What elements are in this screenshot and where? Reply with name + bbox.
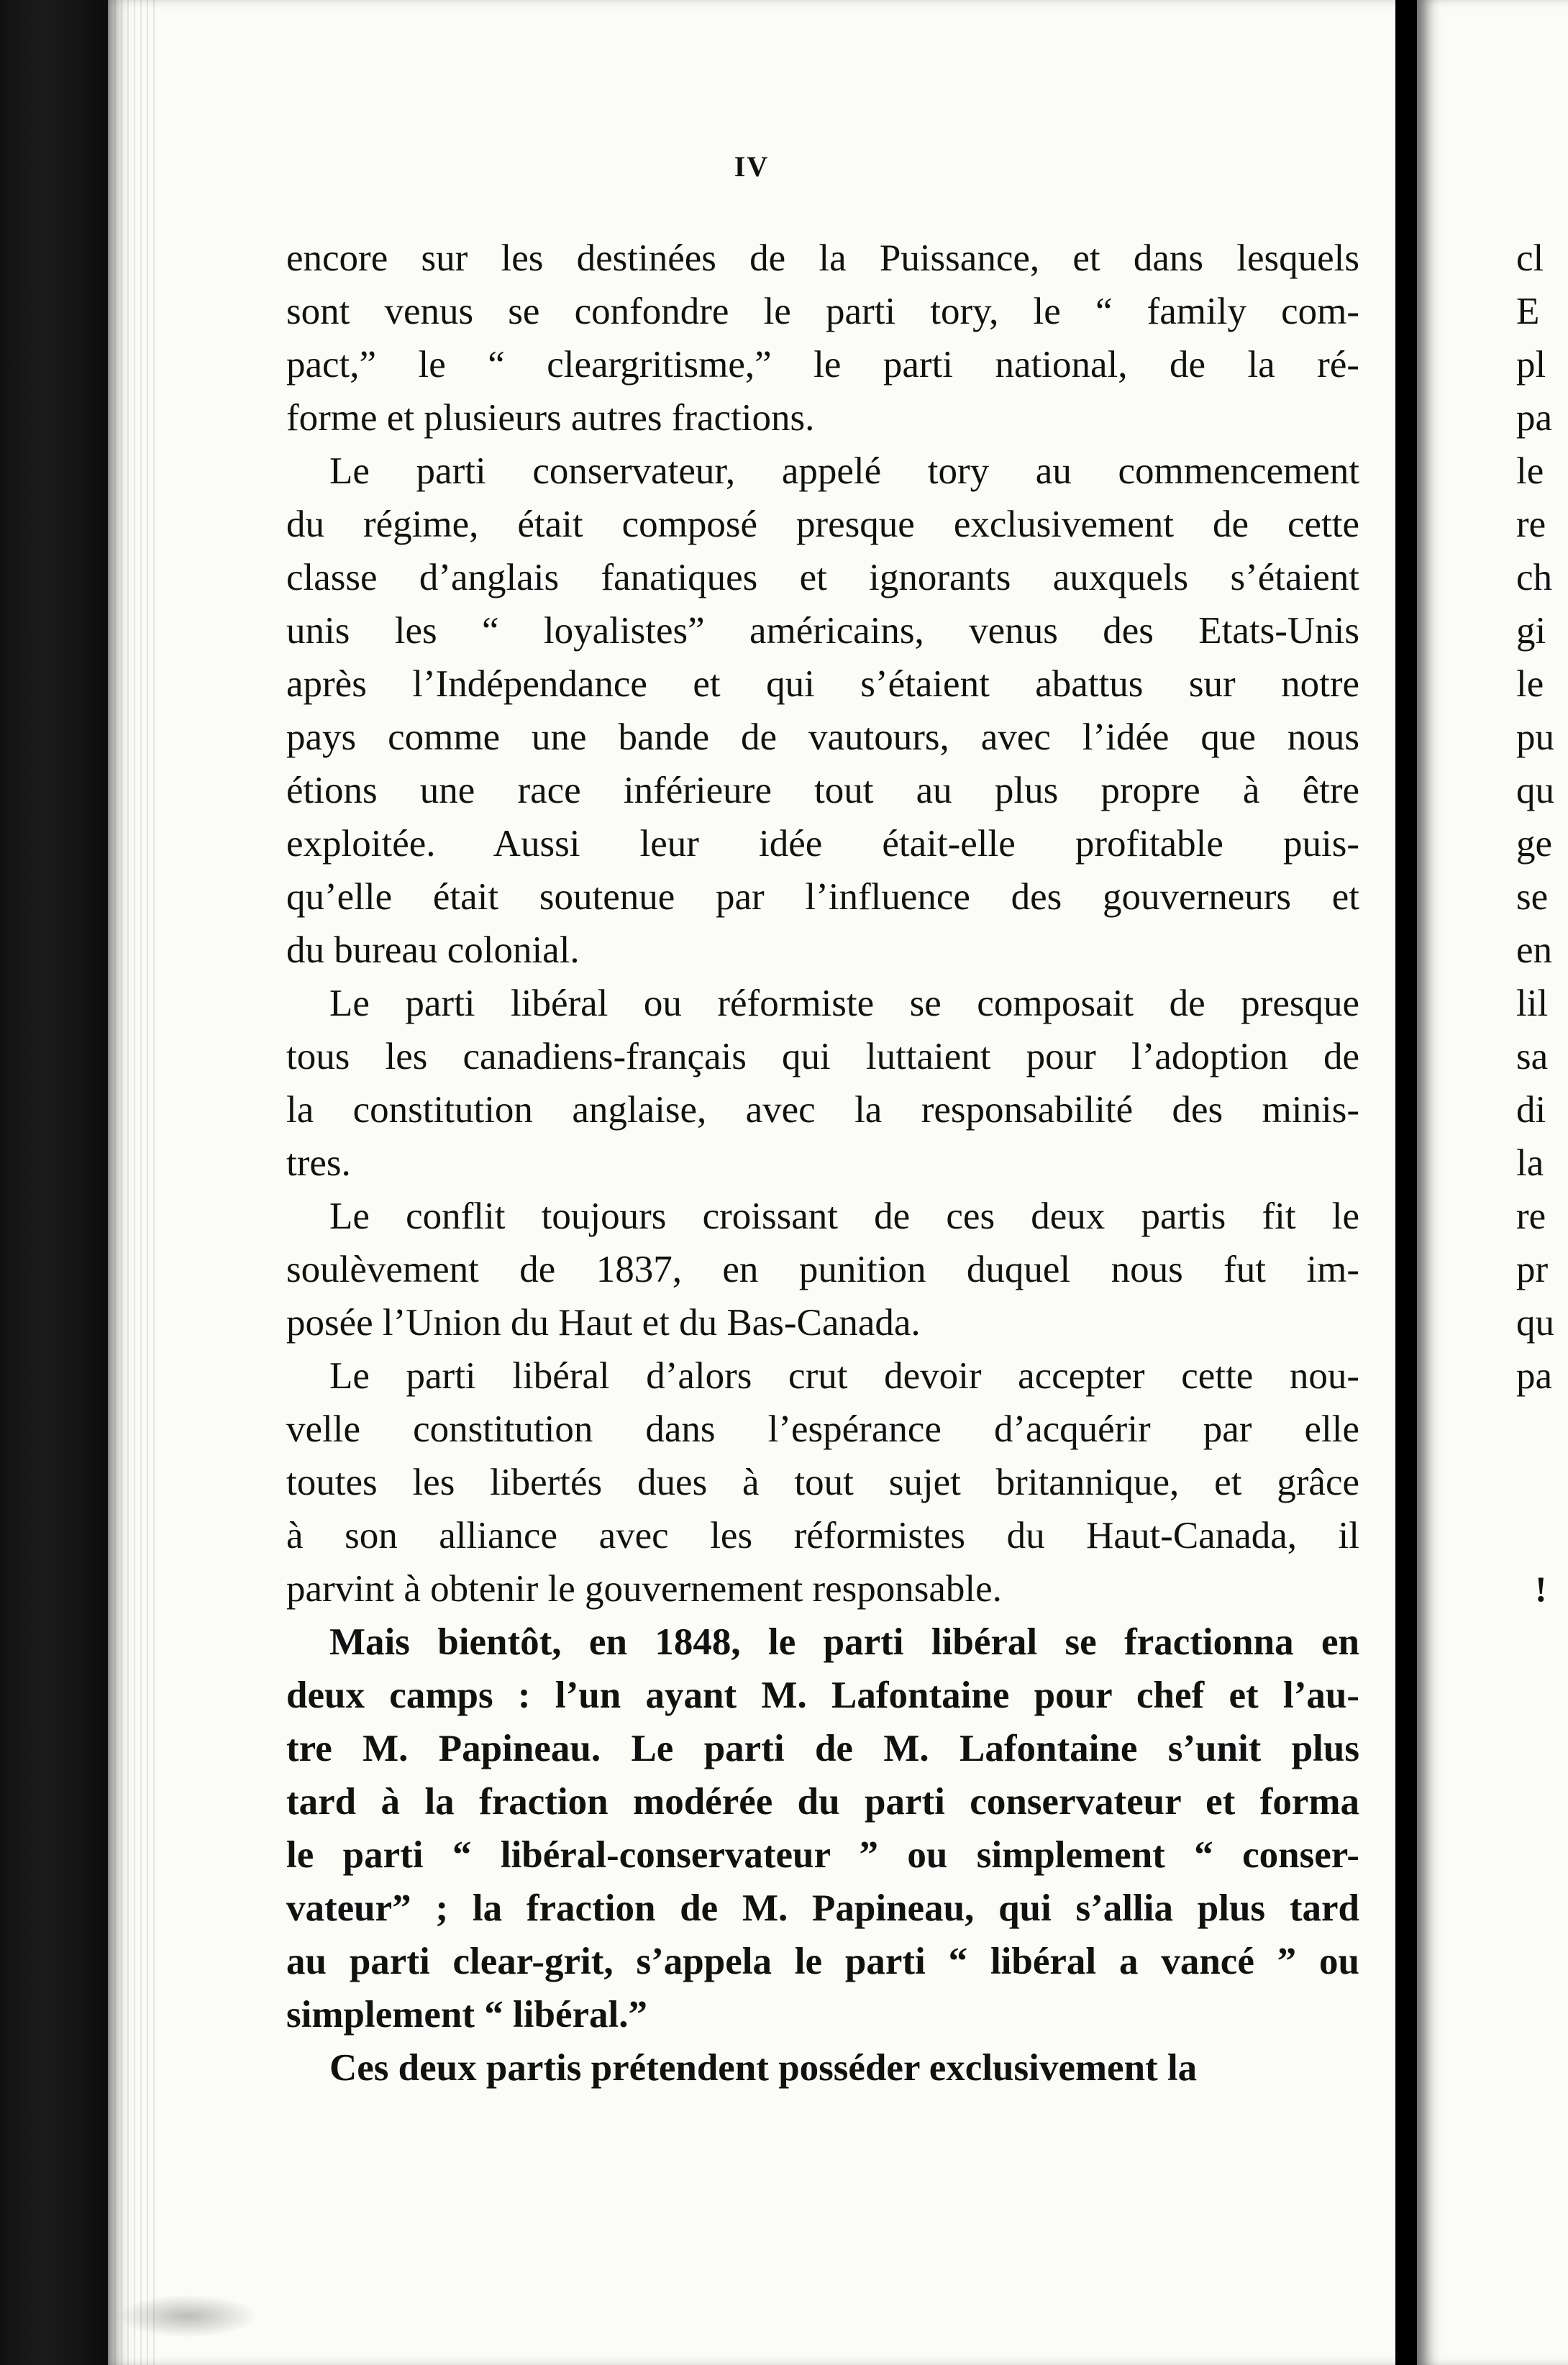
paragraph [286,232,1359,445]
paragraph [286,1349,1359,1616]
text-line: Le conflit toujours croissant de ces deux partis fit le [329,1195,1359,1237]
text-line: sont venus se confondre le parti tory, le “ family com- [286,291,1359,332]
text-line: vateur” ; la fraction de M. Papineau, qui s’allia plus tard [286,1887,1359,1929]
facing-page-fragment: lil [1516,983,1549,1024]
text-line: à son alliance avec les réformistes du Haut-Canada, il [286,1515,1359,1557]
facing-page-fragment: le [1516,450,1544,492]
facing-page-mark: ! [1535,1569,1547,1609]
text-line: pact,” le “ cleargritisme,” le parti national, de la ré- [286,344,1359,386]
facing-page-fragment: qu [1516,770,1554,811]
paragraph [286,445,1359,977]
text-line: Mais bientôt, en 1848, le parti libéral se fractionna en [329,1621,1359,1663]
paragraph [286,977,1359,1190]
scan-left-margin [0,0,108,2365]
text-line: tre M. Papineau. Le parti de M. Lafontaine s’unit plus [286,1728,1359,1769]
facing-page-fragment: pa [1516,397,1553,439]
text-line: Le parti libéral ou réformiste se composait de presque [329,983,1359,1024]
text-line: deux camps : l’un ayant M. Lafontaine pour chef et l’au- [286,1674,1359,1716]
text-line: après l’Indépendance et qui s’étaient abattus sur notre [286,663,1359,705]
scan-smudge [115,2295,259,2338]
text-line: tres. [286,1142,351,1184]
page-edge-texture [108,0,158,2365]
text-line: velle constitution dans l’espérance d’acquérir par elle [286,1408,1359,1450]
paragraph [286,2041,1359,2095]
text-line: tard à la fraction modérée du parti conservateur et forma [286,1781,1359,1823]
text-line: Le parti libéral d’alors crut devoir accepter cette nou- [329,1355,1359,1397]
facing-page-fragment: di [1516,1089,1546,1131]
text-line: étions une race inférieure tout au plus propre à être [286,770,1359,811]
text-line: la constitution anglaise, avec la responsabilité des minis- [286,1089,1359,1131]
text-line: simplement “ libéral.” [286,1994,647,2036]
text-line: qu’elle était soutenue par l’influence des gouverneurs et [286,876,1359,918]
text-line: soulèvement de 1837, en punition duquel nous fut im- [286,1249,1359,1290]
facing-page [1417,0,1568,2365]
paragraph [286,1190,1359,1349]
text-line: Le parti conservateur, appelé tory au commencement [329,450,1359,492]
book-gutter [1395,0,1417,2365]
text-line: pays comme une bande de vautours, avec l’idée que nous [286,716,1359,758]
text-line: tous les canadiens-français qui luttaient pour l’adoption de [286,1036,1359,1077]
page-number: IV [734,150,770,183]
facing-page-fragment: le [1516,663,1544,705]
text-line: du bureau colonial. [286,929,580,971]
text-line: Ces deux partis prétendent posséder exclusivement la [329,2047,1198,2089]
facing-page-fragment: pa [1516,1355,1553,1397]
facing-page-fragment: se [1516,876,1549,918]
body-text [286,232,1359,2095]
text-line: unis les “ loyalistes” américains, venus des Etats-Unis [286,610,1359,652]
facing-page-fragment: pu [1516,716,1554,758]
facing-page-fragment: ge [1516,823,1553,865]
facing-page-fragment: re [1516,1195,1546,1237]
text-line: parvint à obtenir le gouvernement responsable. [286,1568,1002,1610]
text-line: du régime, était composé presque exclusivement de cette [286,503,1359,545]
facing-page-fragment: ch [1516,557,1553,598]
text-line: le parti “ libéral-conservateur ” ou simplement “ conser- [286,1834,1359,1876]
text-line: forme et plusieurs autres fractions. [286,397,815,439]
facing-page-fragment: la [1516,1142,1544,1184]
text-line: exploitée. Aussi leur idée était-elle profitable puis- [286,823,1359,865]
text-line: toutes les libertés dues à tout sujet britannique, et grâce [286,1462,1359,1503]
text-line: au parti clear-grit, s’appela le parti “ libéral a vancé ” ou [286,1941,1359,1982]
facing-page-fragment: sa [1516,1036,1549,1077]
facing-page-fragment: re [1516,503,1546,545]
text-line: posée l’Union du Haut et du Bas-Canada. [286,1302,921,1344]
facing-page-fragment: cl [1516,237,1544,279]
facing-page-fragment: qu [1516,1302,1554,1344]
text-line: encore sur les destinées de la Puissance, et dans lesquels [286,237,1359,279]
facing-page-fragment: pl [1516,344,1546,386]
facing-page-fragment: en [1516,929,1553,971]
text-line: classe d’anglais fanatiques et ignorants auxquels s’étaient [286,557,1359,598]
facing-page-fragment: gi [1516,610,1546,652]
paragraph [286,1616,1359,2041]
facing-page-fragment: E [1516,291,1540,332]
facing-page-fragment: pr [1516,1249,1549,1290]
